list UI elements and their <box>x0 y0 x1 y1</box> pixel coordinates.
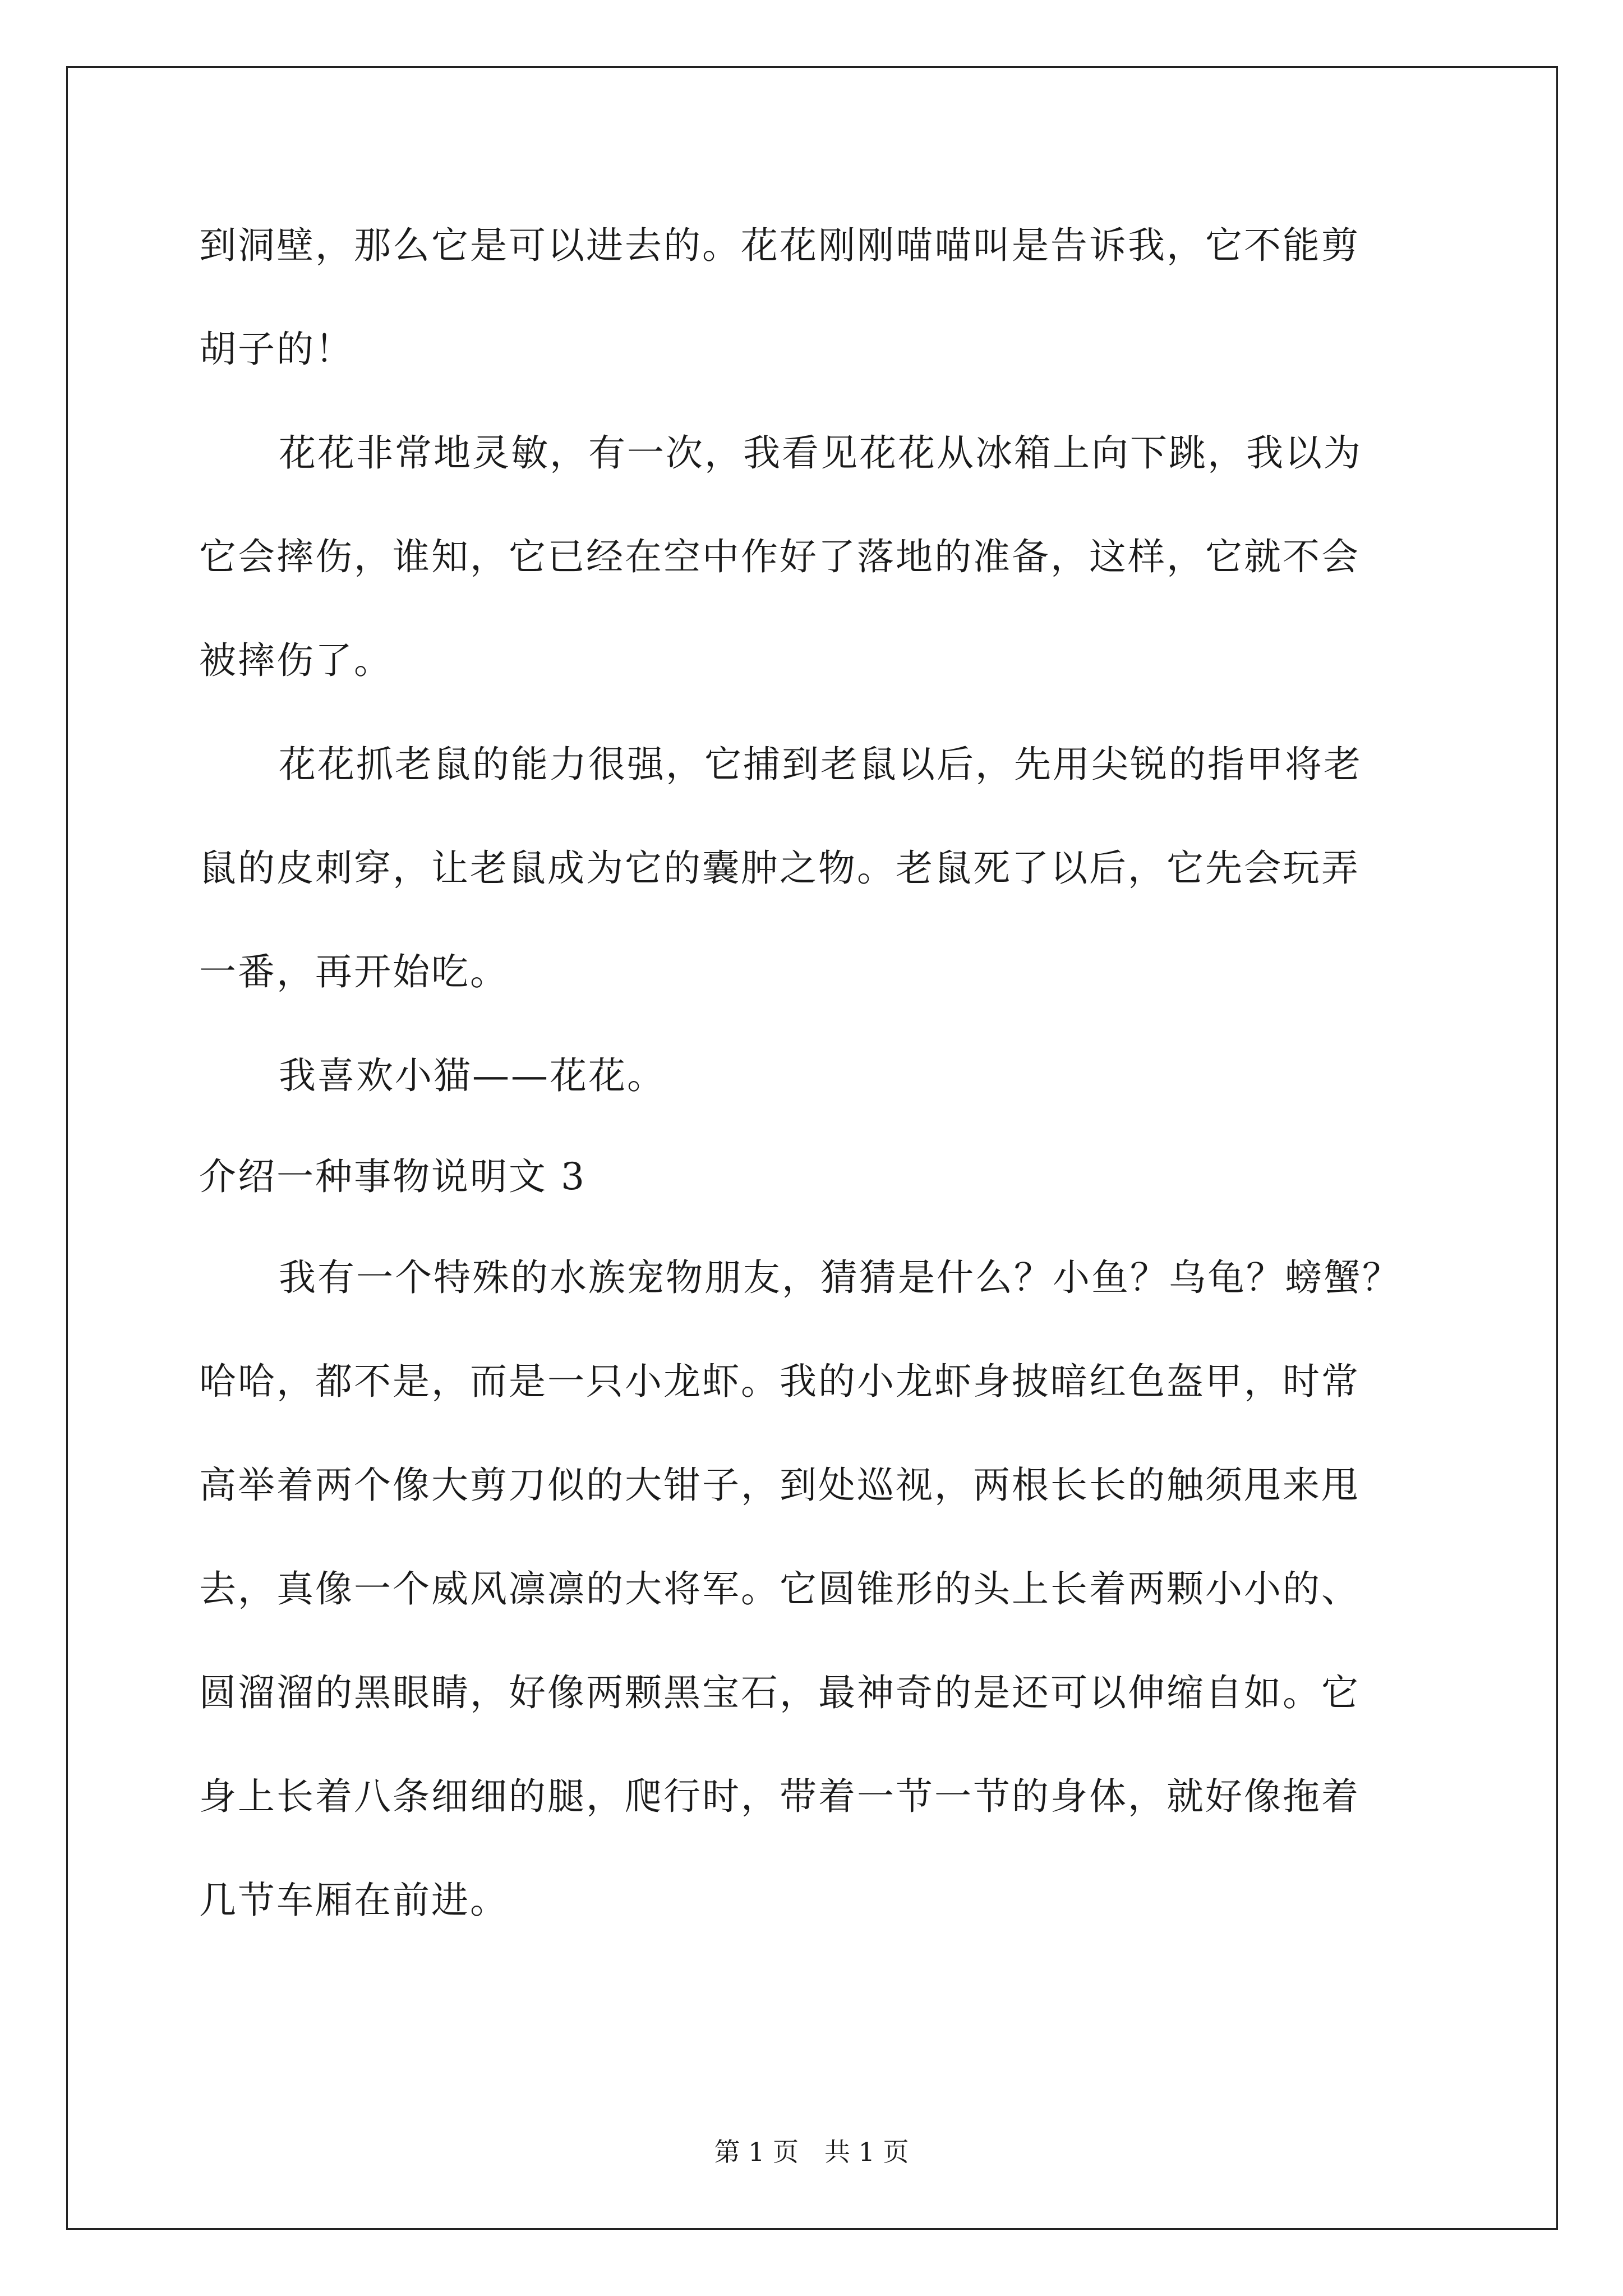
text-line: 去，真像一个威风凛凛的大将军。它圆锥形的头上长着两颗小小的、 <box>199 1567 1360 1611</box>
page-footer: 第 1 页 共 1 页 <box>714 2137 909 2167</box>
text-line: 被摔伤了。 <box>199 639 393 682</box>
text-line: 它会摔伤，谁知，它已经在空中作好了落地的准备，这样，它就不会 <box>199 535 1360 578</box>
section-heading: 介绍一种事物说明文 3 <box>199 1155 586 1198</box>
text-line: 身上长着八条细细的腿，爬行时，带着一节一节的身体，就好像拖着 <box>199 1775 1360 1818</box>
paragraph-start: 花花非常地灵敏，有一次，我看见花花从冰箱上向下跳，我以为 <box>279 431 1362 475</box>
text-line: 高举着两个像大剪刀似的大钳子，到处巡视，两根长长的触须甩来甩 <box>199 1464 1360 1507</box>
paragraph-start: 我喜欢小猫——花花。 <box>279 1054 666 1097</box>
text-line: 一番，再开始吃。 <box>199 950 509 993</box>
text-line: 鼠的皮刺穿，让老鼠成为它的囊肿之物。老鼠死了以后，它先会玩弄 <box>199 846 1360 890</box>
paragraph-start: 花花抓老鼠的能力很强，它捕到老鼠以后，先用尖锐的指甲将老 <box>279 743 1362 786</box>
text-line: 几节车厢在前进。 <box>199 1879 509 1922</box>
text-line: 到洞壁，那么它是可以进去的。花花刚刚喵喵叫是告诉我，它不能剪 <box>199 224 1360 267</box>
text-line: 胡子的！ <box>199 328 354 371</box>
text-line: 哈哈，都不是，而是一只小龙虾。我的小龙虾身披暗红色盔甲，时常 <box>199 1360 1360 1403</box>
text-line: 圆溜溜的黑眼睛，好像两颗黑宝石，最神奇的是还可以伸缩自如。它 <box>199 1671 1360 1714</box>
paragraph-start: 我有一个特殊的水族宠物朋友，猜猜是什么？小鱼？乌龟？螃蟹？ <box>279 1256 1401 1299</box>
